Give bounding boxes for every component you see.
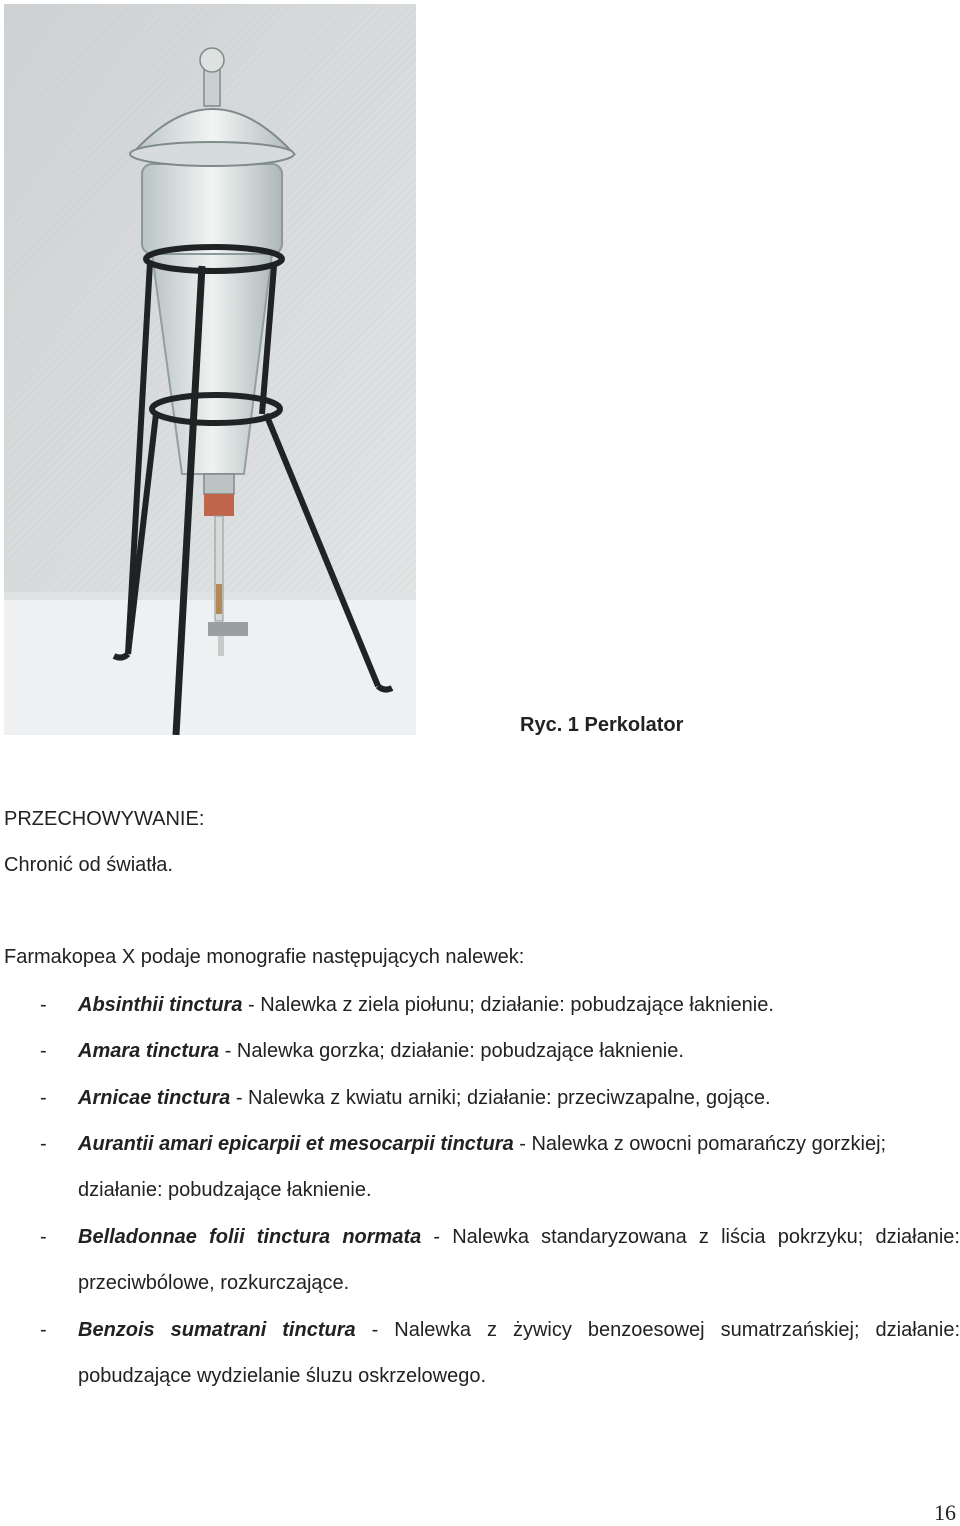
storage-heading: PRZECHOWYWANIE: bbox=[4, 808, 205, 830]
list-dash: - bbox=[40, 1319, 47, 1341]
list-item bbox=[40, 1307, 960, 1399]
item-description: - Nalewka z żywicy benzoesowej sumatrzańskiej; działanie: pobudzające wydzielanie śluzu oskrzelowego. bbox=[78, 1319, 960, 1387]
latin-name: Aurantii amari epicarpii et mesocarpii tinctura bbox=[78, 1133, 514, 1155]
item-description: - Nalewka z ziela piołunu; działanie: pobudzające łaknienie. bbox=[242, 994, 774, 1016]
list-item bbox=[40, 1075, 960, 1121]
item-description: - Nalewka z owocni pomarańczy gorzkiej; działanie: pobudzające łaknienie. bbox=[78, 1133, 887, 1201]
list-dash: - bbox=[40, 1040, 47, 1062]
figure-caption: Ryc. 1 Perkolator bbox=[520, 714, 684, 736]
list-dash: - bbox=[40, 1133, 47, 1155]
list-dash: - bbox=[40, 1087, 47, 1109]
list-item bbox=[40, 1214, 960, 1306]
latin-name: Absinthii tinctura bbox=[78, 994, 243, 1016]
list-item bbox=[40, 1028, 960, 1074]
item-description: - Nalewka standaryzowana z liścia pokrzyku; działanie: przeciwbólowe, rozkurczające. bbox=[78, 1226, 960, 1294]
list-item bbox=[40, 1121, 960, 1213]
latin-name: Belladonnae folii tinctura normata bbox=[78, 1226, 422, 1248]
list-dash: - bbox=[40, 1226, 47, 1248]
latin-name: Benzois sumatrani tinctura bbox=[78, 1319, 356, 1341]
latin-name: Arnicae tinctura bbox=[78, 1087, 231, 1109]
item-description: - Nalewka z kwiatu arniki; działanie: przeciwzapalne, gojące. bbox=[230, 1087, 771, 1109]
list-dash: - bbox=[40, 994, 47, 1016]
latin-name: Amara tinctura bbox=[78, 1040, 220, 1062]
item-description: - Nalewka gorzka; działanie: pobudzające łaknienie. bbox=[219, 1040, 684, 1062]
list-item bbox=[40, 982, 960, 1028]
page-number: 16 bbox=[934, 1500, 956, 1525]
intro-text: Farmakopea X podaje monografie następujących nalewek: bbox=[4, 946, 525, 968]
percolator-photo bbox=[4, 4, 416, 735]
storage-text: Chronić od światła. bbox=[4, 854, 173, 876]
